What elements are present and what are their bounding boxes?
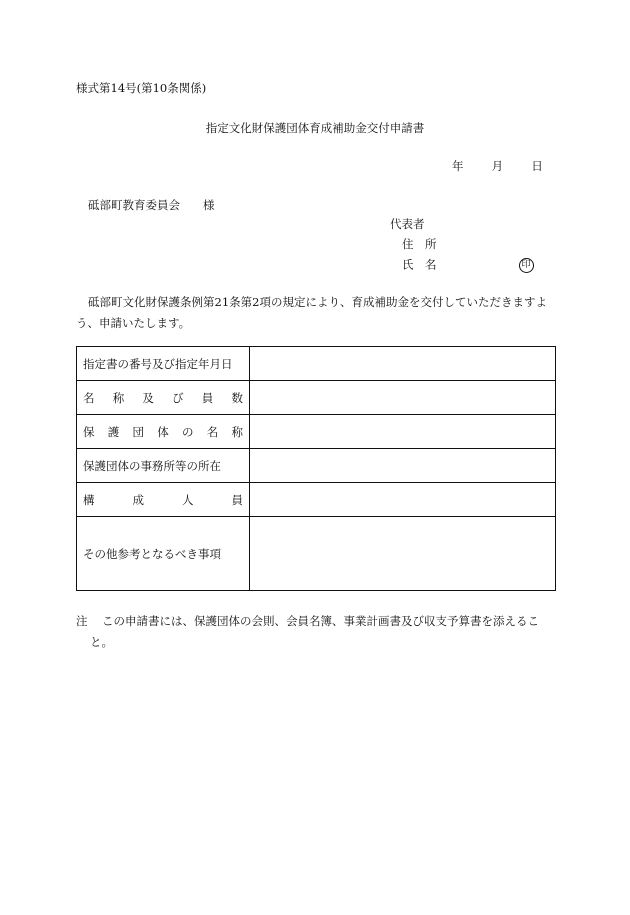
row-value[interactable] — [250, 449, 556, 483]
table-row — [77, 517, 556, 591]
note-mark: 注 — [76, 614, 88, 628]
row-label — [77, 347, 250, 381]
row-value[interactable] — [250, 483, 556, 517]
row-value[interactable] — [250, 347, 556, 381]
form-number: 様式第14号(第10条関係) — [76, 81, 207, 95]
row-label-text: 名 称 及 び 員 数 — [83, 390, 243, 405]
addressee: 砥部町教育委員会 様 — [88, 198, 215, 212]
application-table — [76, 346, 556, 591]
date-year: 年 — [452, 159, 464, 173]
row-label-text: 構 成 人 員 — [83, 492, 243, 507]
row-label — [77, 381, 250, 415]
date-day: 日 — [531, 159, 543, 173]
row-value[interactable] — [250, 415, 556, 449]
date-month: 月 — [491, 159, 504, 173]
row-value[interactable] — [250, 381, 556, 415]
table-row — [77, 415, 556, 449]
page-title: 指定文化財保護団体育成補助金交付申請書 — [205, 121, 425, 135]
footnote — [76, 611, 560, 653]
seal-mark: 印 — [519, 258, 534, 273]
table-row — [77, 483, 556, 517]
note-text: この申請書には、保護団体の会則、会員名簿、事業計画書及び収支予算書を添えるこ — [102, 614, 539, 628]
table-row — [77, 347, 556, 381]
name-row — [390, 258, 534, 278]
row-label — [77, 517, 250, 591]
note-text-continued: と。 — [90, 635, 113, 649]
row-label — [77, 483, 250, 517]
row-label — [77, 415, 250, 449]
row-label-text: その他参考となるべき事項 — [83, 546, 221, 561]
representative-block — [390, 218, 534, 278]
row-label-text: 保 護 団 体 の 名 称 — [83, 424, 243, 439]
table-row — [77, 381, 556, 415]
date-line — [452, 160, 543, 174]
row-label-text: 指定書の番号及び指定年月日 — [83, 356, 233, 371]
table-row — [77, 449, 556, 483]
address-label: 住 所 — [402, 237, 437, 251]
row-label — [77, 449, 250, 483]
name-label: 氏 名 — [402, 257, 437, 272]
body-text: 砥部町文化財保護条例第21条第2項の規定により、育成補助金を交付していただきますよう、申請いたします。 — [76, 295, 547, 330]
row-value[interactable] — [250, 517, 556, 591]
row-label-text: 保護団体の事務所等の所在 — [83, 458, 221, 473]
representative-label: 代表者 — [390, 217, 425, 231]
